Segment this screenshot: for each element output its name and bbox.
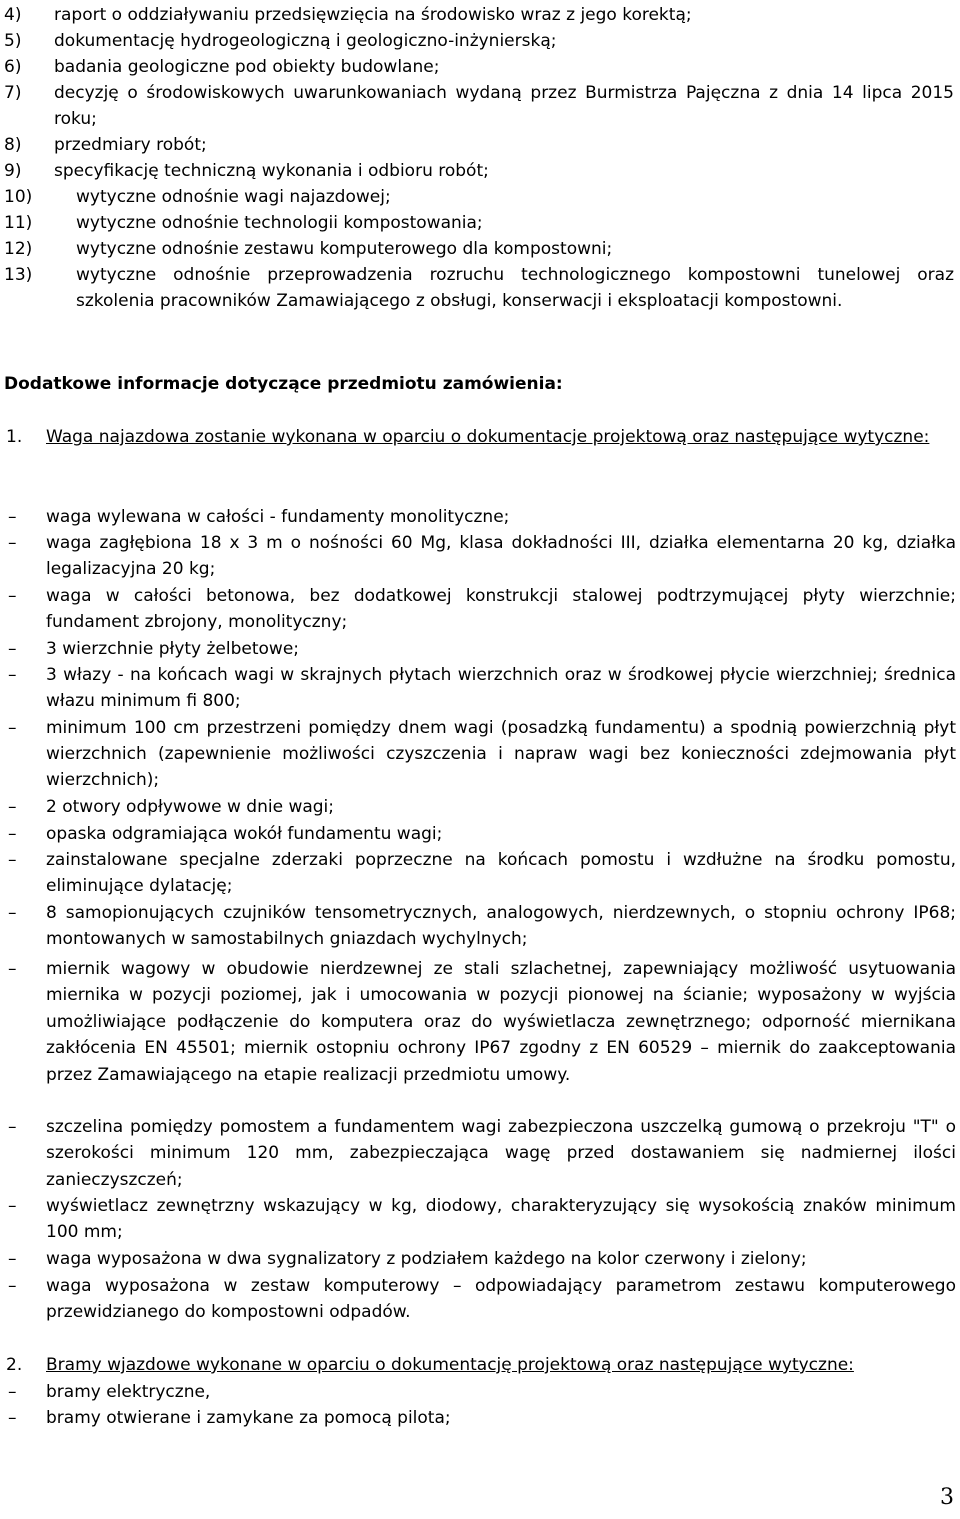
- list-item: [0, 158, 960, 184]
- dash-marker: –: [8, 1382, 17, 1402]
- list-item: [0, 54, 960, 80]
- dash-marker: –: [8, 718, 17, 738]
- bullet-item: [0, 821, 960, 847]
- list-text: dokumentację hydrogeologiczną i geologiczno-inżynierską;: [54, 31, 557, 51]
- bullet-text: bramy elektryczne,: [46, 1382, 211, 1402]
- bullet-text: miernik wagowy w obudowie nierdzewnej ze stali szlachetnej, zapewniający możliwość usytuowania miernika w pozycji poziomej, jak i umocowania w pozycji pionowej na ścianie; wyposażony w wyjścia umożliwiające podłączenie do komputera oraz do wyświetlacza zewnętrznego; odporność miernikana zakłócenia EN 45501; miernik ostopniu ochrony IP67 zgodny z EN 60529 – miernik do zaakceptowania przez Zamawiającego na etapie realizacji przedmiotu umowy.: [46, 959, 956, 1085]
- bullet-text: waga wylewana w całości - fundamenty monolityczne;: [46, 507, 510, 527]
- list-number: 13): [4, 265, 33, 285]
- bullet-text: szczelina pomiędzy pomostem a fundamentem wagi zabezpieczona uszczelką gumową o przekroju "T" o szerokości minimum 120 mm, zabezpieczająca wagę przed dostawaniem się nadmiernej ilości zanieczyszczeń;: [46, 1117, 956, 1190]
- bullet-text: zainstalowane specjalne zderzaki poprzeczne na końcach pomostu i wzdłużne na środku pomostu, eliminujące dylatację;: [46, 850, 956, 896]
- dash-marker: –: [8, 850, 17, 870]
- list-number: 6): [4, 57, 22, 77]
- bullet-item: [0, 1405, 960, 1431]
- list-number: 4): [4, 5, 22, 25]
- dash-marker: –: [8, 533, 17, 553]
- section-2-title: [0, 1352, 960, 1378]
- list-text: badania geologiczne pod obiekty budowlane;: [54, 57, 440, 77]
- section-title-text: Waga najazdowa zostanie wykonana w oparciu o dokumentacje projektową oraz następujące wytyczne:: [46, 427, 930, 447]
- list-text: wytyczne odnośnie zestawu komputerowego dla kompostowni;: [76, 239, 613, 259]
- list-item: [0, 184, 960, 210]
- section-1-title: [0, 424, 960, 450]
- list-number: 10): [4, 187, 33, 207]
- bullet-text: waga w całości betonowa, bez dodatkowej konstrukcji stalowej podtrzymującej płyty wierzchnie; fundament zbrojony, monolityczny;: [46, 586, 956, 632]
- list-number: 7): [4, 83, 22, 103]
- dash-marker: –: [8, 665, 17, 685]
- bullet-text: bramy otwierane i zamykane za pomocą pilota;: [46, 1408, 451, 1428]
- list-number: 8): [4, 135, 22, 155]
- bullet-item: [0, 1379, 960, 1405]
- dash-marker: –: [8, 1408, 17, 1428]
- dash-marker: –: [8, 1276, 17, 1296]
- list-text: decyzję o środowiskowych uwarunkowaniach wydaną przez Burmistrza Pajęczna z dnia 14 lipca 2015 roku;: [54, 83, 960, 129]
- bullet-text: 3 włazy - na końcach wagi w skrajnych płytach wierzchnich oraz w środkowej płycie wierzchniej; średnica włazu minimum fi 800;: [46, 665, 956, 711]
- bullet-item: [0, 1114, 960, 1193]
- bullet-text: waga wyposażona w zestaw komputerowy – odpowiadający parametrom zestawu komputerowego przewidzianego do kompostowni odpadów.: [46, 1276, 956, 1322]
- dash-marker: –: [8, 507, 17, 527]
- bullet-text: wyświetlacz zewnętrzny wskazujący w kg, diodowy, charakteryzujący się wysokością znaków minimum 100 mm;: [46, 1196, 956, 1242]
- bullet-item: [0, 504, 960, 530]
- bullet-item: [0, 662, 960, 714]
- list-item: [0, 28, 960, 54]
- dash-marker: –: [8, 1196, 17, 1216]
- list-text: wytyczne odnośnie przeprowadzenia rozruchu technologicznego kompostowni tunelowej oraz szkolenia pracowników Zamawiającego z obsługi, konserwacji i eksploatacji kompostowni.: [76, 265, 960, 311]
- list-item: [0, 132, 960, 158]
- list-item: [0, 236, 960, 262]
- section-title-text: Bramy wjazdowe wykonane w oparciu o dokumentację projektową oraz następujące wytyczne:: [46, 1355, 854, 1375]
- section-heading: Dodatkowe informacje dotyczące przedmiotu zamówienia:: [4, 374, 563, 394]
- bullet-text: waga wyposażona w dwa sygnalizatory z podziałem każdego na kolor czerwony i zielony;: [46, 1249, 807, 1269]
- dash-marker: –: [8, 797, 17, 817]
- list-item: [0, 2, 960, 28]
- list-number: 9): [4, 161, 22, 181]
- dash-marker: –: [8, 1117, 17, 1137]
- bullet-text: 8 samopionujących czujników tensometrycznych, analogowych, nierdzewnych, o stopniu ochrony IP68; montowanych w samostabilnych gniazdach wychylnych;: [46, 903, 956, 949]
- bullet-item: [0, 900, 960, 952]
- bullet-text: 3 wierzchnie płyty żelbetowe;: [46, 639, 300, 659]
- dash-marker: –: [8, 903, 17, 923]
- list-text: raport o oddziaływaniu przedsięwzięcia na środowisko wraz z jego korektą;: [54, 5, 692, 25]
- list-item: [0, 262, 960, 314]
- list-item: [0, 210, 960, 236]
- bullet-text: waga zagłębiona 18 x 3 m o nośności 60 Mg, klasa dokładności III, działka elementarna 20 kg, działka legalizacyjna 20 kg;: [46, 533, 956, 579]
- dash-marker: –: [8, 1249, 17, 1269]
- bullet-item: [0, 1193, 960, 1245]
- bullet-item: [0, 636, 960, 662]
- bullet-item: [0, 956, 960, 1088]
- bullet-item: [0, 847, 960, 899]
- bullet-item: [0, 583, 960, 635]
- bullet-text: minimum 100 cm przestrzeni pomiędzy dnem wagi (posadzką fundamentu) a spodnią powierzchnią płyt wierzchnich (zapewnienie możliwości czyszczenia i napraw wagi bez konieczności zdejmowania płyt wierzchnich);: [46, 718, 956, 790]
- dash-marker: –: [8, 959, 17, 979]
- bullet-item: [0, 715, 960, 793]
- bullet-text: opaska odgramiająca wokół fundamentu wagi;: [46, 824, 443, 844]
- section-number: 1.: [6, 427, 23, 447]
- bullet-text: 2 otwory odpływowe w dnie wagi;: [46, 797, 335, 817]
- list-item: [0, 80, 960, 132]
- list-text: przedmiary robót;: [54, 135, 207, 155]
- list-text: wytyczne odnośnie technologii kompostowania;: [76, 213, 483, 233]
- list-number: 5): [4, 31, 22, 51]
- list-number: 12): [4, 239, 33, 259]
- dash-marker: –: [8, 824, 17, 844]
- bullet-item: [0, 1273, 960, 1325]
- bullet-item: [0, 530, 960, 582]
- section-number: 2.: [6, 1355, 23, 1375]
- dash-marker: –: [8, 586, 17, 606]
- page-number: 3: [940, 1485, 954, 1510]
- dash-marker: –: [8, 639, 17, 659]
- bullet-item: [0, 794, 960, 820]
- list-text: specyfikację techniczną wykonania i odbioru robót;: [54, 161, 489, 181]
- list-text: wytyczne odnośnie wagi najazdowej;: [76, 187, 391, 207]
- list-number: 11): [4, 213, 33, 233]
- bullet-item: [0, 1246, 960, 1272]
